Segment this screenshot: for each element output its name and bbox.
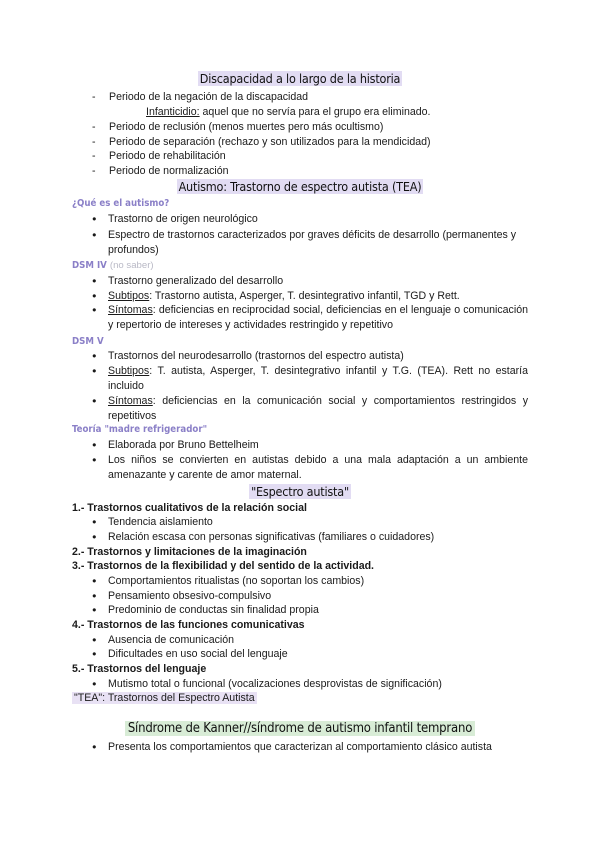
list-item: ● Mutismo total o funcional (vocalizaciones desprovistas de significación) — [92, 677, 528, 692]
list-item: ● Relación escasa con personas significativas (familiares o cuidadores) — [92, 530, 528, 545]
subheading-dsm-iv: DSM IV (no saber) — [72, 260, 154, 271]
list-item: ● Ausencia de comunicación — [92, 633, 528, 648]
subheading-madre-refrigerador: Teoría "madre refrigerador" — [72, 424, 208, 435]
numbered-heading-3: 3.- Trastornos de la flexibilidad y del sentido de la actividad. — [72, 560, 375, 572]
list-item: ● Predominio de conductas sin finalidad propia — [92, 603, 528, 618]
section-title-kanner: Síndrome de Kanner//síndrome de autismo infantil temprano — [0, 722, 600, 737]
subheading-dsm-v: DSM V — [72, 336, 104, 347]
list-item: ● Comportamientos ritualistas (no soportan los cambios) — [92, 574, 528, 589]
numbered-heading-2: 2.- Trastornos y limitaciones de la imaginación — [72, 546, 307, 558]
list-item: ● Subtipos: T. autista, Asperger, T. desintegrativo infantil y T.G. (TEA). Rett no estaría incluido — [92, 364, 528, 393]
list-item: ● Síntomas: deficiencias en la comunicación social y comportamientos restringidos y repetitivos — [92, 394, 528, 423]
list-item: ● Espectro de trastornos caracterizados por graves déficits de desarrollo (permanentes y profundos) — [92, 228, 528, 257]
numbered-heading-5: 5.- Trastornos del lenguaje — [72, 663, 207, 675]
section-title-autismo: Autismo: Trastorno de espectro autista (TEA) — [178, 179, 422, 194]
list-item: ● Trastorno generalizado del desarrollo — [92, 274, 528, 289]
list-item: ● Tendencia aislamiento — [92, 515, 528, 530]
list-item: ● Síntomas: deficiencias en reciprocidad social, deficiencias en el lenguaje o comunicación y repertorio de intereses y actividades restringido y repetitivo — [92, 303, 528, 332]
subheading-que-es: ¿Qué es el autismo? — [72, 198, 170, 209]
numbered-heading-4: 4.- Trastornos de las funciones comunicativas — [72, 619, 305, 631]
document-page: Discapacidad a lo largo de la historia Periodo de la negación de la discapacidad Infanticidio: aquel que no servía para el grupo era eliminado. Periodo de reclusión (menos muertes pero más ocultismo) Periodo de separación (rechazo y son utilizados para la mendicidad) Periodo de rehabilitación Periodo de normalización Autismo: Trastorno de espectro autista (TEA) ¿Qué es el autismo? ● Trastorno de origen neurológico ● Espectro de trastornos caracterizados por graves déficits de desarrollo (permanentes y profundos) DSM IV (no saber) ● Trastorno generalizado del desarrollo ● Subtipos: Trastorno autista, Asperger, T. desintegrativo infantil, TGD y Rett. ● Síntomas: deficiencias en reciprocidad social, deficiencias en el lenguaje o comunicación y repertorio de intereses y actividades restringido y repetitivo DSM V ● Trastornos del neurodesarrollo (trastornos del espectro autista) ● Subtipos: T. autista, Asperger, T. desintegrativo infantil y T.G. (TEA). Rett no estaría incluido ● Síntomas: deficiencias en la comunicación social y comportamientos restringidos y repetitivos Teoría "madre refrigerador" ● Elaborada por Bruno Bettelheim ● Los niños se convierten en autistas debido a una mala adaptación a un ambiente amenazante y carente de amor maternal. "Espectro autista" 1.- Trastornos cualitativos de la relación social ● Tendencia aislamiento ● Relación escasa con personas significativas (familiares o cuidadores) 2.- Trastornos y limitaciones de la imaginación 3.- Trastornos de la flexibilidad y del sentido de la actividad. ● Comportamientos ritualistas (no soportan los cambios) ● Pensamiento obsesivo-compulsivo ● Predominio de conductas sin finalidad propia 4.- Trastornos de las funciones comunicativas ● Ausencia de comunicación ● Dificultades en uso social del lenguaje 5.- Trastornos del lenguaje ● Mutismo total o funcional (vocalizaciones desprovistas de significación) "TEA": Trastornos del Espectro Autista Síndrome de Kanner//síndrome de autismo infantil temprano ● Presenta los comportamientos que caracterizan al comportamiento clásico autista — [0, 0, 600, 848]
tea-note: "TEA": Trastornos del Espectro Autista — [74, 692, 255, 704]
list-item: ● Elaborada por Bruno Bettelheim — [92, 438, 528, 453]
section-title-espectro: "Espectro autista" — [251, 484, 349, 499]
list-item: ● Pensamiento obsesivo-compulsivo — [92, 589, 528, 604]
numbered-heading-1: 1.- Trastornos cualitativos de la relación social — [72, 502, 307, 514]
list-item: ● Dificultades en uso social del lenguaje — [92, 647, 528, 662]
infanticidio-definition: Infanticidio: aquel que no servía para el grupo era eliminado. — [146, 106, 431, 118]
list-item: ● Subtipos: Trastorno autista, Asperger, T. desintegrativo infantil, TGD y Rett. — [92, 289, 528, 304]
section-title-discapacidad: Discapacidad a lo largo de la historia — [199, 71, 401, 86]
list-item: ● Los niños se convierten en autistas debido a una mala adaptación a un ambiente amenazante y carente de amor maternal. — [92, 453, 528, 482]
list-item: ● Trastornos del neurodesarrollo (trastornos del espectro autista) — [92, 349, 528, 364]
list-item: ● Trastorno de origen neurológico — [92, 212, 528, 227]
list-item: ● Presenta los comportamientos que caracterizan al comportamiento clásico autista — [92, 740, 528, 755]
